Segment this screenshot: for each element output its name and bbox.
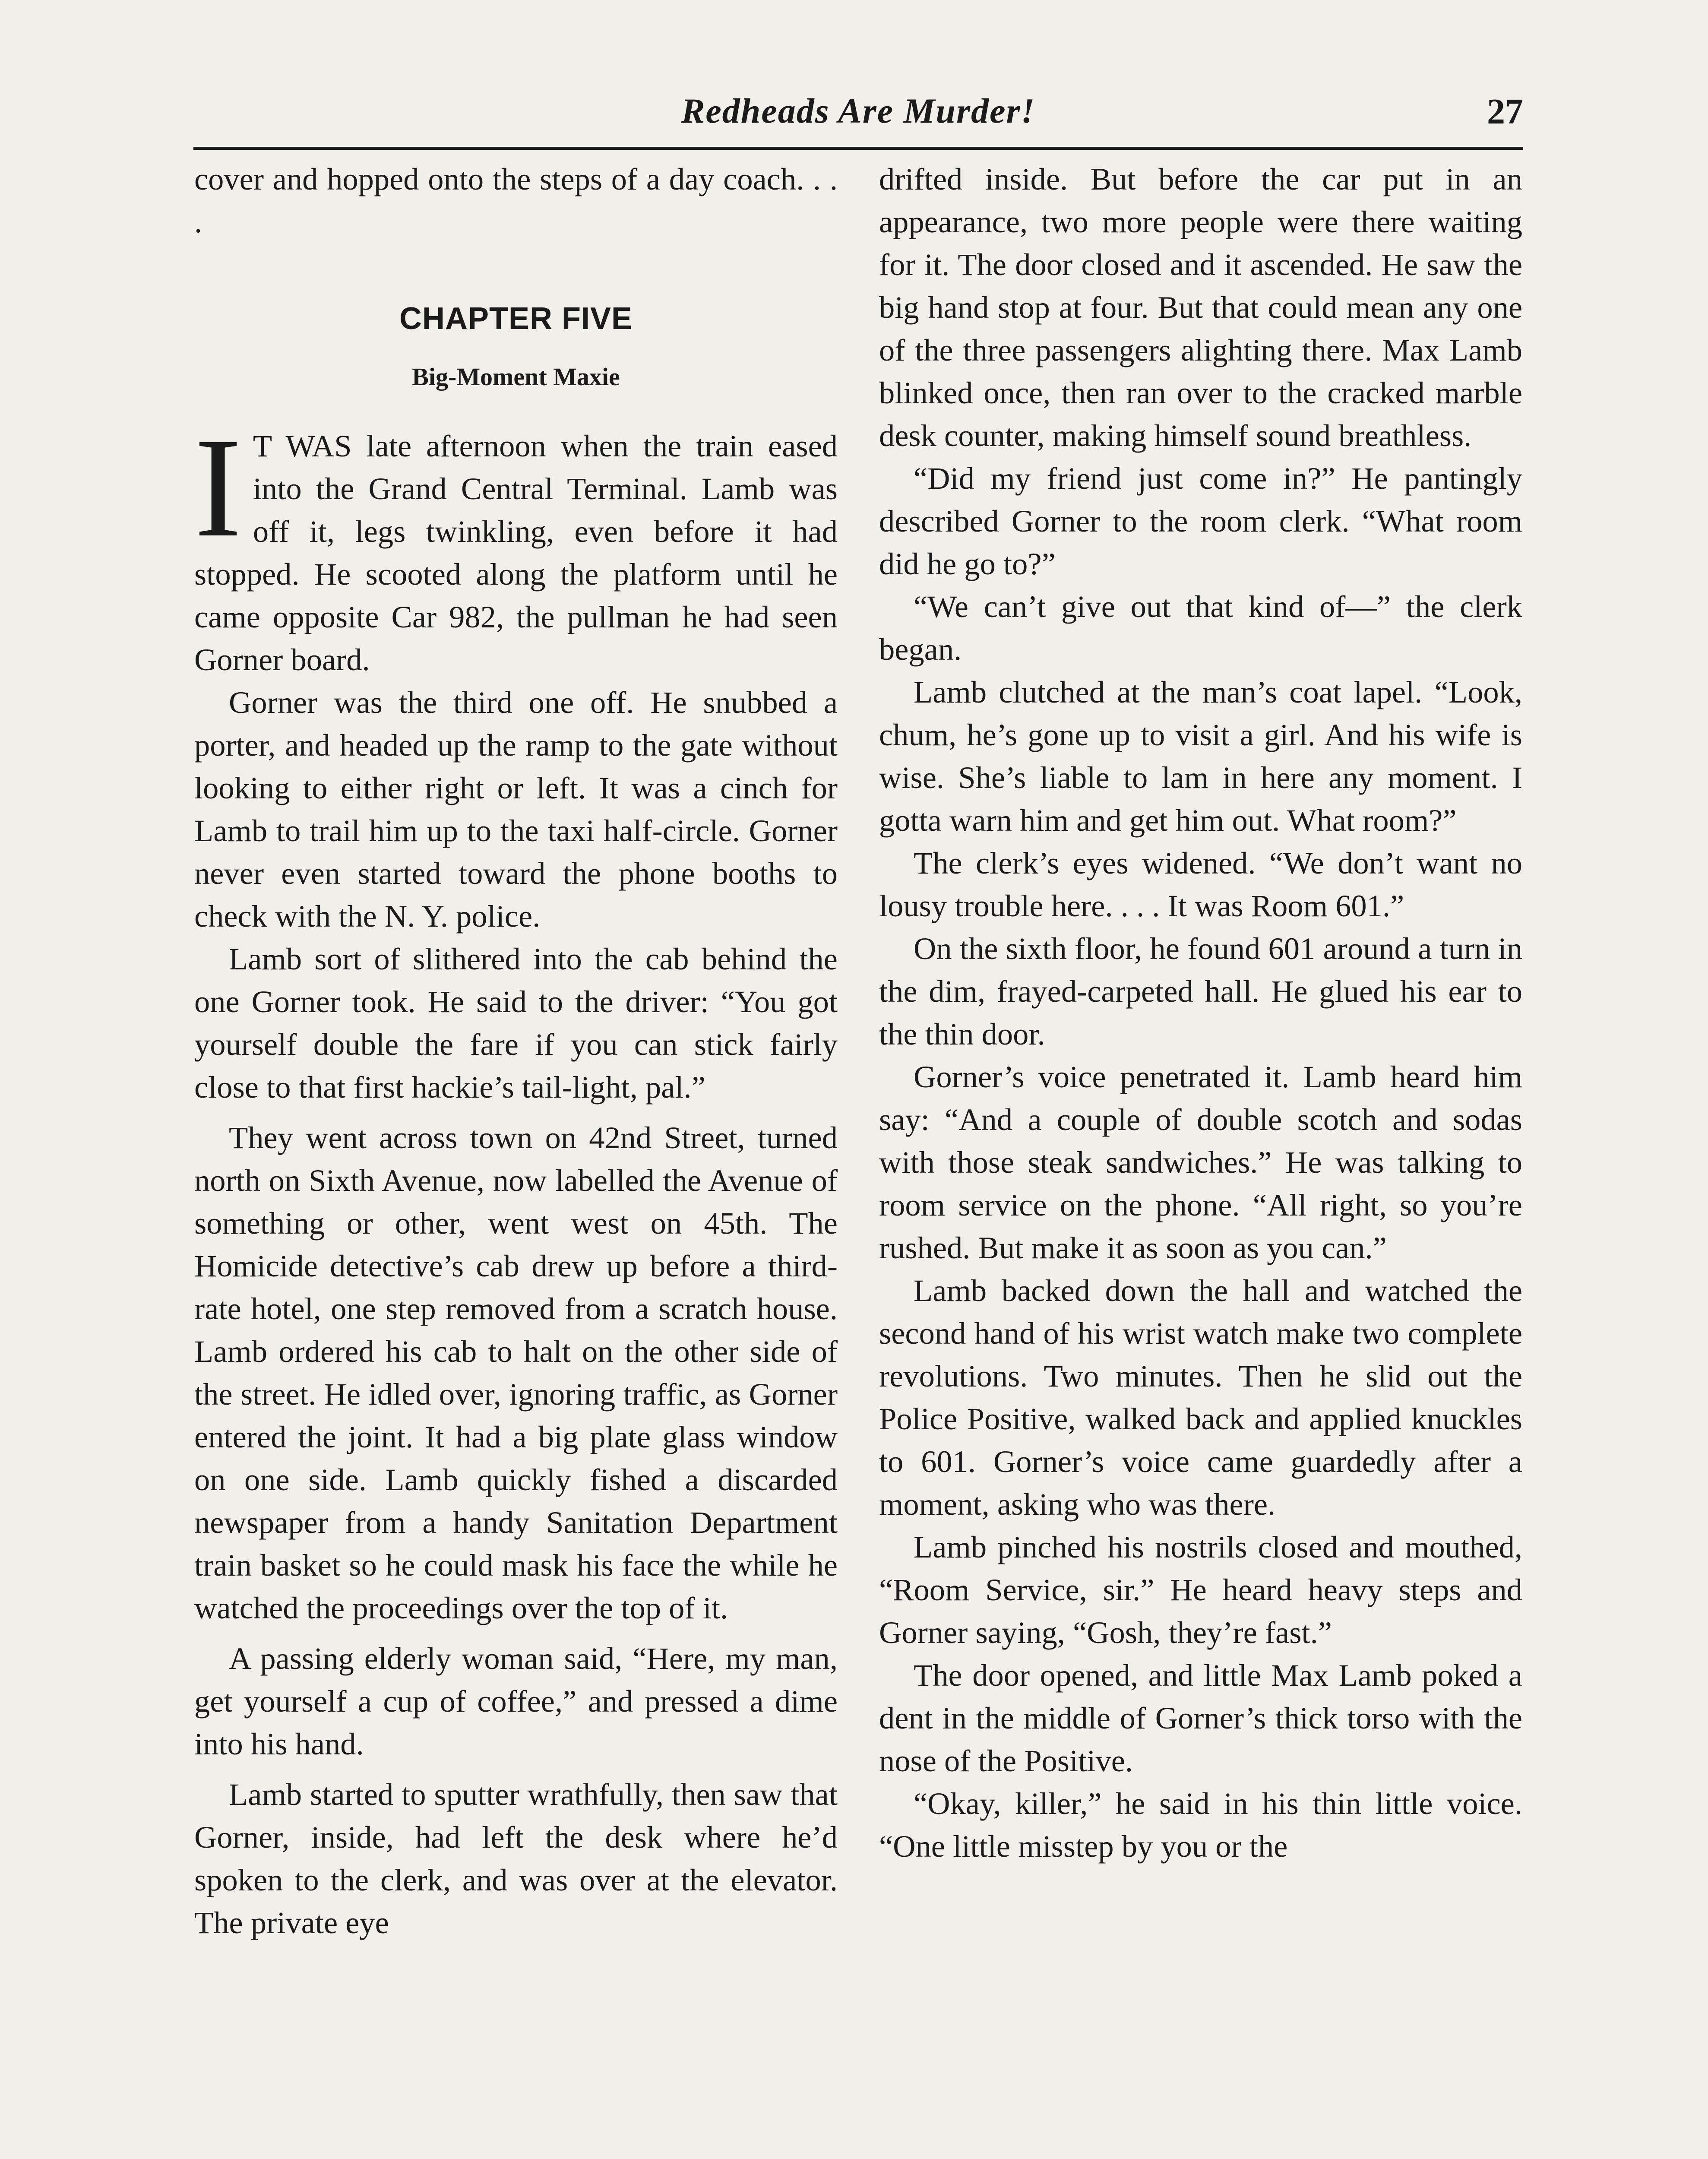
paragraph: A passing elderly woman said, “Here, my man, get yourself a cup of coffee,” and pressed a dime into his hand. (194, 1641, 838, 1761)
opening-paragraph-text: T WAS late afternoon when the train eased into the Grand Central Terminal. Lamb was off it, legs twinkling, even before it had stopped. He scooted along the platform until he came opposite Car 982, the pullman he had seen Gorner board. (194, 428, 838, 677)
paragraph: They went across town on 42nd Street, turned north on Sixth Avenue, now labelled the Avenue of something or other, went west on 45th. The Homicide detective’s cab drew up before a third-rate hotel, one step removed from a scratch house. Lamb ordered his cab to halt on the other side of the street. He idled over, ignoring traffic, as Gorner entered the joint. It had a big plate glass window on one side. Lamb quickly fished a discarded newspaper from a handy Sanitation Department train basket so he could mask his face the while he watched the proceedings over the top of it. (194, 1120, 838, 1625)
paragraph: Lamb clutched at the man’s coat lapel. “Look, chum, he’s gone up to visit a girl. And his wife is wise. She’s liable to lam in here any moment. I gotta warn him and get him out. What room?” (879, 674, 1522, 838)
opening-paragraph (194, 409, 838, 681)
page-header (193, 86, 1523, 151)
paragraph: “We can’t give out that kind of—” the clerk began. (879, 589, 1522, 667)
drop-cap: I (194, 409, 242, 567)
paragraph: “Did my friend just come in?” He pantingly described Gorner to the room clerk. “What room did he go to?” (879, 461, 1522, 581)
paragraph: “Okay, killer,” he said in his thin little voice. “One little misstep by you or the (879, 1786, 1522, 1864)
chapter-subtitle: Big-Moment Maxie (412, 363, 620, 391)
chapter-title: CHAPTER FIVE (399, 301, 633, 336)
paragraph: On the sixth floor, he found 601 around a turn in the dim, frayed-carpeted hall. He glued his ear to the thin door. (879, 931, 1522, 1051)
page-number: 27 (1487, 92, 1523, 132)
paragraph: The clerk’s eyes widened. “We don’t want no lousy trouble here. . . . It was Room 601.” (879, 845, 1522, 923)
paragraph: drifted inside. But before the car put in an appearance, two more people were there waiting for it. The door closed and it ascended. He saw the big hand stop at four. But that could mean any one of the three passengers alighting there. Max Lamb blinked once, then ran over to the cracked marble desk counter, making himself sound breathless. (879, 161, 1522, 453)
paragraph: Lamb backed down the hall and watched the second hand of his wrist watch make two complete revolutions. Two minutes. Then he slid out the Police Positive, walked back and applied knuckles to 601. Gorner’s voice came guardedly after a moment, asking who was there. (879, 1273, 1522, 1522)
left-column (194, 158, 838, 1944)
right-column (879, 158, 1522, 1868)
header-rule (193, 147, 1523, 150)
paragraph: Gorner was the third one off. He snubbed a porter, and headed up the ramp to the gate without looking to either right or left. It was a cinch for Lamb to trail him up to the taxi half-circle. Gorner never even started toward the phone booths to check with the N. Y. police. (194, 685, 838, 934)
paragraph: The door opened, and little Max Lamb poked a dent in the middle of Gorner’s thick torso with the nose of the Positive. (879, 1658, 1522, 1778)
paragraph: Lamb sort of slithered into the cab behind the one Gorner took. He said to the driver: “You got yourself double the fare if you can stick fairly close to that first hackie’s tail-light, pal.” (194, 941, 838, 1105)
paragraph: Lamb pinched his nostrils closed and mouthed, “Room Service, sir.” He heard heavy steps and Gorner saying, “Gosh, they’re fast.” (879, 1529, 1522, 1650)
running-title: Redheads Are Murder! (681, 91, 1036, 130)
paragraph: Lamb started to sputter wrathfully, then saw that Gorner, inside, had left the desk where he’d spoken to the clerk, and was over at the elevator. The private eye (194, 1777, 838, 1940)
paragraph: Gorner’s voice penetrated it. Lamb heard him say: “And a couple of double scotch and sodas with those steak sandwiches.” He was talking to room service on the phone. “All right, so you’re rushed. But make it as soon as you can.” (879, 1059, 1522, 1265)
paragraph: cover and hopped onto the steps of a day coach. . . . (194, 161, 838, 239)
